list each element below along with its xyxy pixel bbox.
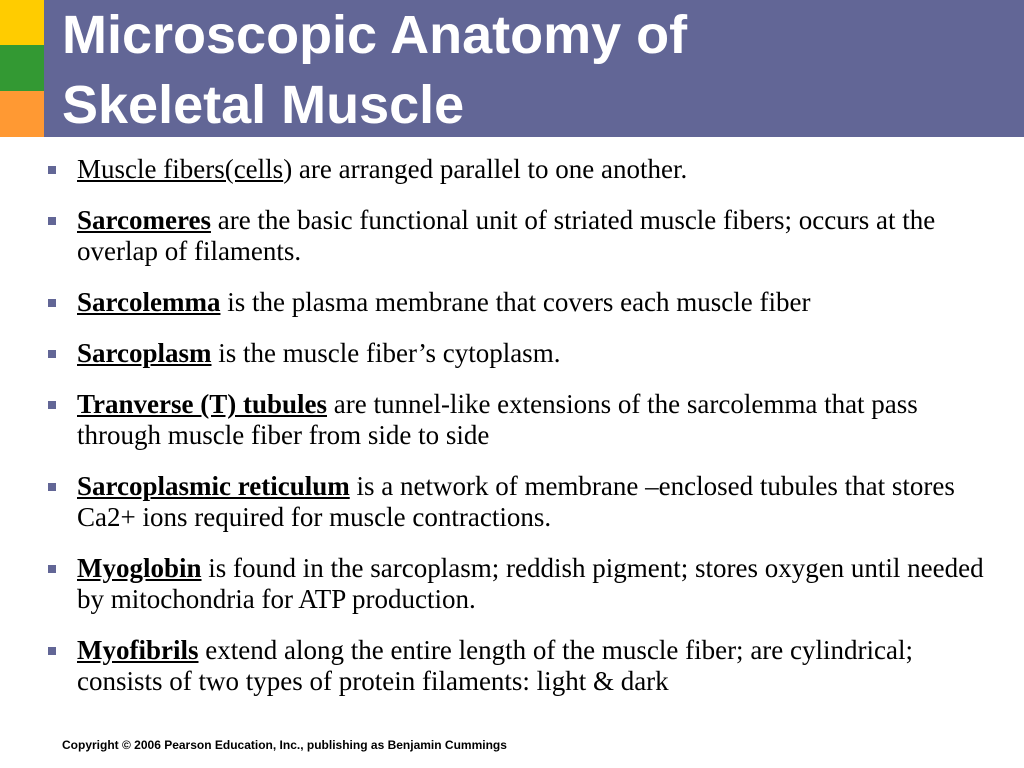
bullet-square-icon	[48, 299, 56, 307]
bullet-square-icon	[48, 166, 56, 174]
bullet-text: extend along the entire length of the muscle fiber; are cylindrical; consists of two types of protein filaments: light & dark	[77, 635, 913, 696]
bullet-text: are tunnel-like extensions of the sarcolemma that pass through muscle fiber from side to side	[77, 389, 918, 450]
copyright-footer: Copyright © 2006 Pearson Education, Inc., publishing as Benjamin Cummings	[62, 738, 507, 752]
slide-title-line-1: Microscopic Anatomy of	[62, 5, 688, 65]
bullet-item	[44, 205, 1004, 267]
bullet-item	[44, 338, 1004, 369]
bullet-text: is a network of membrane –enclosed tubules that stores Ca2+ ions required for muscle contractions.	[77, 471, 955, 532]
bullet-square-icon	[48, 483, 56, 491]
bullet-text: are the basic functional unit of striated muscle fibers; occurs at the overlap of filaments.	[77, 205, 936, 266]
bullet-text: is the plasma membrane that covers each muscle fiber	[220, 287, 811, 317]
bullet-text: is found in the sarcoplasm; reddish pigment; stores oxygen until needed by mitochondria for ATP production.	[77, 553, 984, 614]
bullet-item	[44, 154, 1004, 185]
bullet-item	[44, 471, 1004, 533]
bullet-term: Sarcomeres	[77, 205, 211, 235]
bullet-term: Tranverse (T) tubules	[77, 389, 327, 419]
bullet-item	[44, 287, 1004, 318]
bullet-square-icon	[48, 350, 56, 358]
bullet-list	[44, 154, 1004, 717]
bullet-term: Sarcolemma	[77, 287, 221, 317]
bullet-term: Sarcoplasmic reticulum	[77, 471, 350, 501]
bullet-item	[44, 635, 1004, 697]
bullet-term: Sarcoplasm	[77, 338, 212, 368]
bullet-square-icon	[48, 217, 56, 225]
bullet-text: is the muscle fiber’s cytoplasm.	[211, 338, 561, 368]
bullet-square-icon	[48, 647, 56, 655]
bullet-square-icon	[48, 401, 56, 409]
bullet-item	[44, 389, 1004, 451]
slide-title	[62, 0, 687, 140]
bullet-item	[44, 553, 1004, 615]
bullet-term: Myofibrils	[77, 635, 199, 665]
accent-block-yellow	[0, 0, 44, 45]
bullet-term: Myoglobin	[77, 553, 202, 583]
accent-block-orange	[0, 91, 44, 137]
bullet-text: ) are arranged parallel to one another.	[283, 154, 688, 184]
bullet-term: Muscle fibers(cells	[77, 154, 284, 184]
slide-title-line-2: Skeletal Muscle	[62, 75, 465, 135]
accent-block-green	[0, 45, 44, 91]
bullet-square-icon	[48, 565, 56, 573]
